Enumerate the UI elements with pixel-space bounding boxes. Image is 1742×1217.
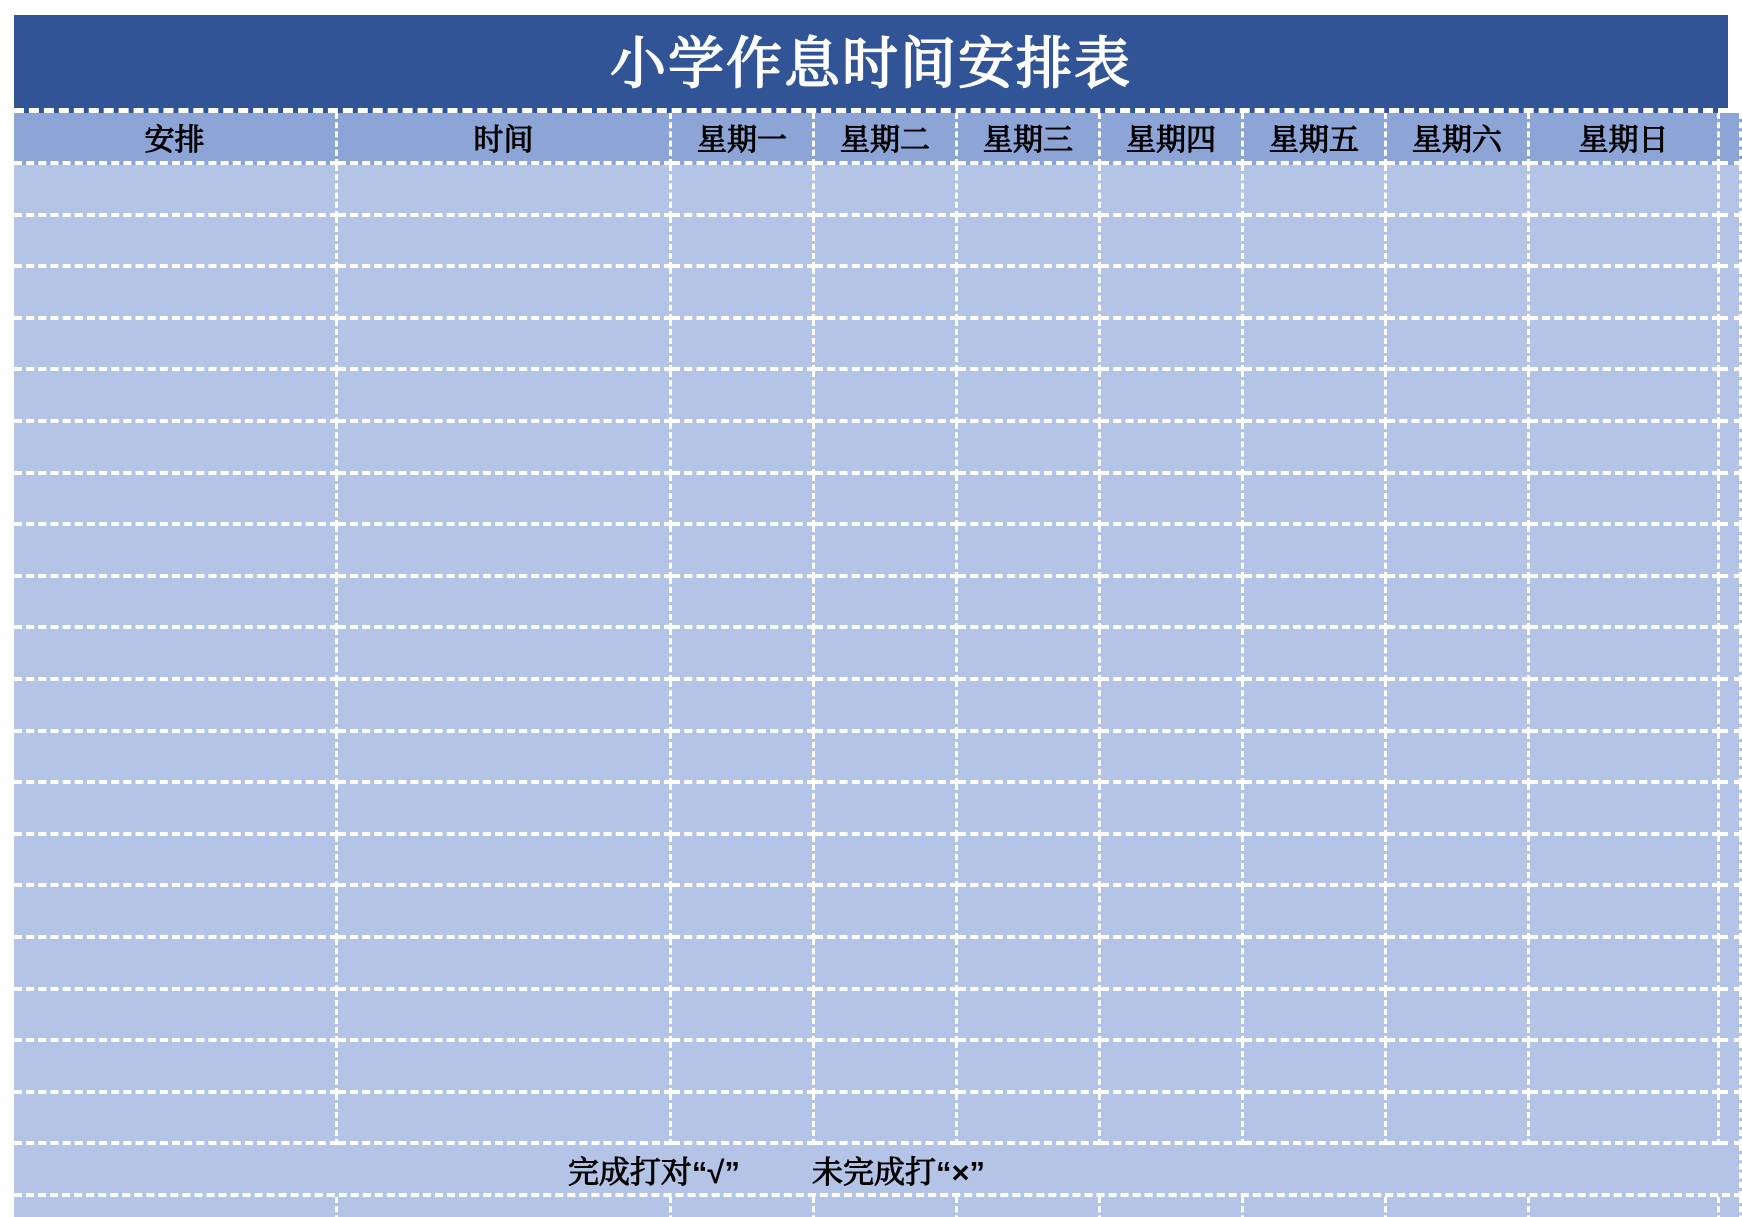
- column-header-saturday: 星期六: [1387, 113, 1530, 165]
- empty-cell-monday: [672, 784, 815, 836]
- empty-cell-tuesday: [815, 991, 958, 1043]
- empty-cell-saturday: [1387, 1197, 1530, 1217]
- empty-cell-time: [338, 991, 672, 1043]
- empty-cell-thursday: [1101, 578, 1244, 630]
- empty-cell-friday: [1244, 681, 1387, 733]
- empty-cell-thursday: [1101, 836, 1244, 888]
- empty-cell-time: [338, 268, 672, 320]
- empty-cell-edge-sliver: [1720, 991, 1742, 1043]
- empty-cell-tuesday: [815, 1197, 958, 1217]
- empty-cell-arrangement: [14, 733, 338, 785]
- empty-cell-arrangement: [14, 165, 338, 217]
- column-header-wednesday: 星期三: [958, 113, 1101, 165]
- empty-cell-arrangement: [14, 371, 338, 423]
- empty-cell-friday: [1244, 784, 1387, 836]
- empty-cell-tuesday: [815, 578, 958, 630]
- timetable-grid: [14, 113, 1742, 1217]
- empty-cell-monday: [672, 991, 815, 1043]
- empty-cell-tuesday: [815, 1042, 958, 1094]
- empty-cell-thursday: [1101, 371, 1244, 423]
- empty-cell-arrangement: [14, 217, 338, 269]
- empty-cell-wednesday: [958, 423, 1101, 475]
- empty-cell-tuesday: [815, 371, 958, 423]
- empty-cell-thursday: [1101, 733, 1244, 785]
- empty-cell-monday: [672, 423, 815, 475]
- empty-cell-thursday: [1101, 784, 1244, 836]
- empty-cell-edge-sliver: [1720, 887, 1742, 939]
- empty-cell-edge-sliver: [1720, 1042, 1742, 1094]
- empty-cell-time: [338, 1197, 672, 1217]
- empty-cell-edge-sliver: [1720, 217, 1742, 269]
- empty-cell-sunday: [1530, 320, 1720, 372]
- empty-cell-sunday: [1530, 268, 1720, 320]
- empty-cell-thursday: [1101, 887, 1244, 939]
- empty-cell-tuesday: [815, 887, 958, 939]
- empty-cell-sunday: [1530, 991, 1720, 1043]
- empty-cell-edge-sliver: [1720, 320, 1742, 372]
- empty-cell-wednesday: [958, 320, 1101, 372]
- empty-cell-sunday: [1530, 423, 1720, 475]
- empty-cell-tuesday: [815, 1094, 958, 1146]
- empty-cell-monday: [672, 733, 815, 785]
- empty-cell-time: [338, 217, 672, 269]
- empty-cell-wednesday: [958, 526, 1101, 578]
- column-header-monday: 星期一: [672, 113, 815, 165]
- empty-cell-edge-sliver: [1720, 475, 1742, 527]
- empty-cell-friday: [1244, 217, 1387, 269]
- footer-note-incomplete: 未完成打“×”: [811, 1154, 986, 1190]
- empty-cell-wednesday: [958, 629, 1101, 681]
- empty-cell-friday: [1244, 320, 1387, 372]
- empty-cell-wednesday: [958, 784, 1101, 836]
- empty-cell-arrangement: [14, 320, 338, 372]
- empty-cell-monday: [672, 578, 815, 630]
- empty-cell-monday: [672, 526, 815, 578]
- empty-cell-wednesday: [958, 268, 1101, 320]
- empty-cell-monday: [672, 165, 815, 217]
- empty-cell-tuesday: [815, 681, 958, 733]
- empty-cell-tuesday: [815, 784, 958, 836]
- empty-cell-time: [338, 836, 672, 888]
- empty-cell-arrangement: [14, 629, 338, 681]
- empty-cell-monday: [672, 629, 815, 681]
- empty-cell-thursday: [1101, 217, 1244, 269]
- empty-cell-monday: [672, 217, 815, 269]
- empty-cell-thursday: [1101, 423, 1244, 475]
- empty-cell-arrangement: [14, 887, 338, 939]
- empty-cell-saturday: [1387, 784, 1530, 836]
- empty-cell-arrangement: [14, 423, 338, 475]
- empty-cell-arrangement: [14, 681, 338, 733]
- empty-cell-arrangement: [14, 836, 338, 888]
- empty-cell-thursday: [1101, 991, 1244, 1043]
- empty-cell-time: [338, 733, 672, 785]
- empty-cell-monday: [672, 836, 815, 888]
- empty-cell-tuesday: [815, 836, 958, 888]
- empty-cell-sunday: [1530, 733, 1720, 785]
- empty-cell-saturday: [1387, 629, 1530, 681]
- empty-cell-time: [338, 165, 672, 217]
- empty-cell-edge-sliver: [1720, 836, 1742, 888]
- empty-cell-saturday: [1387, 217, 1530, 269]
- empty-cell-arrangement: [14, 1042, 338, 1094]
- empty-cell-saturday: [1387, 991, 1530, 1043]
- empty-cell-arrangement: [14, 475, 338, 527]
- empty-cell-tuesday: [815, 268, 958, 320]
- empty-cell-wednesday: [958, 371, 1101, 423]
- empty-cell-edge-sliver: [1720, 1197, 1742, 1217]
- empty-cell-friday: [1244, 887, 1387, 939]
- empty-cell-friday: [1244, 1197, 1387, 1217]
- empty-cell-sunday: [1530, 578, 1720, 630]
- empty-cell-saturday: [1387, 836, 1530, 888]
- empty-cell-arrangement: [14, 526, 338, 578]
- column-header-sunday: 星期日: [1530, 113, 1720, 165]
- empty-cell-time: [338, 578, 672, 630]
- empty-cell-sunday: [1530, 681, 1720, 733]
- empty-cell-thursday: [1101, 165, 1244, 217]
- empty-cell-friday: [1244, 165, 1387, 217]
- empty-cell-thursday: [1101, 320, 1244, 372]
- empty-cell-edge-sliver: [1720, 784, 1742, 836]
- empty-cell-monday: [672, 1197, 815, 1217]
- empty-cell-friday: [1244, 423, 1387, 475]
- empty-cell-saturday: [1387, 681, 1530, 733]
- empty-cell-monday: [672, 371, 815, 423]
- empty-cell-wednesday: [958, 681, 1101, 733]
- empty-cell-wednesday: [958, 939, 1101, 991]
- empty-cell-saturday: [1387, 268, 1530, 320]
- empty-cell-friday: [1244, 371, 1387, 423]
- empty-cell-arrangement: [14, 939, 338, 991]
- empty-cell-monday: [672, 681, 815, 733]
- empty-cell-time: [338, 1042, 672, 1094]
- empty-cell-friday: [1244, 629, 1387, 681]
- empty-cell-saturday: [1387, 165, 1530, 217]
- column-header-time: 时间: [338, 113, 672, 165]
- empty-cell-sunday: [1530, 887, 1720, 939]
- empty-cell-saturday: [1387, 939, 1530, 991]
- empty-cell-saturday: [1387, 578, 1530, 630]
- empty-cell-edge-sliver: [1720, 268, 1742, 320]
- empty-cell-sunday: [1530, 526, 1720, 578]
- empty-cell-saturday: [1387, 423, 1530, 475]
- column-header-edge-sliver: [1720, 113, 1742, 165]
- empty-cell-tuesday: [815, 217, 958, 269]
- empty-cell-sunday: [1530, 165, 1720, 217]
- empty-cell-wednesday: [958, 991, 1101, 1043]
- empty-cell-monday: [672, 268, 815, 320]
- empty-cell-arrangement: [14, 1094, 338, 1146]
- empty-cell-tuesday: [815, 733, 958, 785]
- empty-cell-edge-sliver: [1720, 733, 1742, 785]
- empty-cell-edge-sliver: [1720, 423, 1742, 475]
- empty-cell-monday: [672, 475, 815, 527]
- empty-cell-tuesday: [815, 423, 958, 475]
- empty-cell-sunday: [1530, 836, 1720, 888]
- empty-cell-tuesday: [815, 165, 958, 217]
- empty-cell-edge-sliver: [1720, 526, 1742, 578]
- empty-cell-time: [338, 939, 672, 991]
- empty-cell-edge-sliver: [1720, 371, 1742, 423]
- empty-cell-friday: [1244, 475, 1387, 527]
- empty-cell-edge-sliver: [1720, 578, 1742, 630]
- empty-cell-edge-sliver: [1720, 681, 1742, 733]
- empty-cell-time: [338, 526, 672, 578]
- empty-cell-time: [338, 629, 672, 681]
- empty-cell-edge-sliver: [1720, 629, 1742, 681]
- empty-cell-wednesday: [958, 165, 1101, 217]
- empty-cell-friday: [1244, 268, 1387, 320]
- empty-cell-wednesday: [958, 887, 1101, 939]
- empty-cell-time: [338, 475, 672, 527]
- empty-cell-wednesday: [958, 1197, 1101, 1217]
- empty-cell-friday: [1244, 733, 1387, 785]
- empty-cell-time: [338, 371, 672, 423]
- empty-cell-wednesday: [958, 836, 1101, 888]
- empty-cell-thursday: [1101, 1197, 1244, 1217]
- empty-cell-saturday: [1387, 320, 1530, 372]
- empty-cell-thursday: [1101, 1094, 1244, 1146]
- empty-cell-wednesday: [958, 1094, 1101, 1146]
- empty-cell-saturday: [1387, 526, 1530, 578]
- empty-cell-time: [338, 423, 672, 475]
- empty-cell-monday: [672, 887, 815, 939]
- empty-cell-monday: [672, 1042, 815, 1094]
- empty-cell-friday: [1244, 991, 1387, 1043]
- empty-cell-tuesday: [815, 629, 958, 681]
- empty-cell-friday: [1244, 578, 1387, 630]
- empty-cell-friday: [1244, 939, 1387, 991]
- empty-cell-thursday: [1101, 1042, 1244, 1094]
- empty-cell-wednesday: [958, 733, 1101, 785]
- empty-cell-time: [338, 681, 672, 733]
- empty-cell-monday: [672, 939, 815, 991]
- empty-cell-friday: [1244, 836, 1387, 888]
- empty-cell-arrangement: [14, 268, 338, 320]
- empty-cell-wednesday: [958, 578, 1101, 630]
- column-header-thursday: 星期四: [1101, 113, 1244, 165]
- empty-cell-sunday: [1530, 371, 1720, 423]
- page-title: 小学作息时间安排表: [610, 31, 1132, 95]
- empty-cell-tuesday: [815, 526, 958, 578]
- empty-cell-edge-sliver: [1720, 165, 1742, 217]
- empty-cell-sunday: [1530, 784, 1720, 836]
- empty-cell-saturday: [1387, 371, 1530, 423]
- empty-cell-saturday: [1387, 475, 1530, 527]
- empty-cell-wednesday: [958, 1042, 1101, 1094]
- empty-cell-sunday: [1530, 1042, 1720, 1094]
- empty-cell-arrangement: [14, 991, 338, 1043]
- empty-cell-thursday: [1101, 939, 1244, 991]
- empty-cell-saturday: [1387, 1042, 1530, 1094]
- empty-cell-edge-sliver: [1720, 1094, 1742, 1146]
- empty-cell-monday: [672, 320, 815, 372]
- empty-cell-time: [338, 784, 672, 836]
- empty-cell-friday: [1244, 1094, 1387, 1146]
- empty-cell-tuesday: [815, 320, 958, 372]
- empty-cell-edge-sliver: [1720, 939, 1742, 991]
- empty-cell-friday: [1244, 526, 1387, 578]
- empty-cell-thursday: [1101, 475, 1244, 527]
- column-header-tuesday: 星期二: [815, 113, 958, 165]
- footer-note-complete: 完成打对“√”: [567, 1154, 740, 1190]
- empty-cell-thursday: [1101, 681, 1244, 733]
- column-header-friday: 星期五: [1244, 113, 1387, 165]
- title-bar: [14, 15, 1728, 113]
- empty-cell-wednesday: [958, 217, 1101, 269]
- empty-cell-sunday: [1530, 1094, 1720, 1146]
- empty-cell-sunday: [1530, 217, 1720, 269]
- empty-cell-sunday: [1530, 629, 1720, 681]
- empty-cell-saturday: [1387, 887, 1530, 939]
- empty-cell-saturday: [1387, 1094, 1530, 1146]
- empty-cell-sunday: [1530, 939, 1720, 991]
- empty-cell-thursday: [1101, 268, 1244, 320]
- empty-cell-arrangement: [14, 578, 338, 630]
- empty-cell-tuesday: [815, 475, 958, 527]
- empty-cell-saturday: [1387, 733, 1530, 785]
- empty-cell-arrangement: [14, 1197, 338, 1217]
- footer-note: [14, 1145, 1742, 1197]
- column-header-arrangement: 安排: [14, 113, 338, 165]
- empty-cell-sunday: [1530, 1197, 1720, 1217]
- empty-cell-time: [338, 320, 672, 372]
- empty-cell-monday: [672, 1094, 815, 1146]
- empty-cell-friday: [1244, 1042, 1387, 1094]
- empty-cell-sunday: [1530, 475, 1720, 527]
- empty-cell-time: [338, 1094, 672, 1146]
- empty-cell-wednesday: [958, 475, 1101, 527]
- empty-cell-thursday: [1101, 629, 1244, 681]
- empty-cell-arrangement: [14, 784, 338, 836]
- empty-cell-tuesday: [815, 939, 958, 991]
- empty-cell-time: [338, 887, 672, 939]
- empty-cell-thursday: [1101, 526, 1244, 578]
